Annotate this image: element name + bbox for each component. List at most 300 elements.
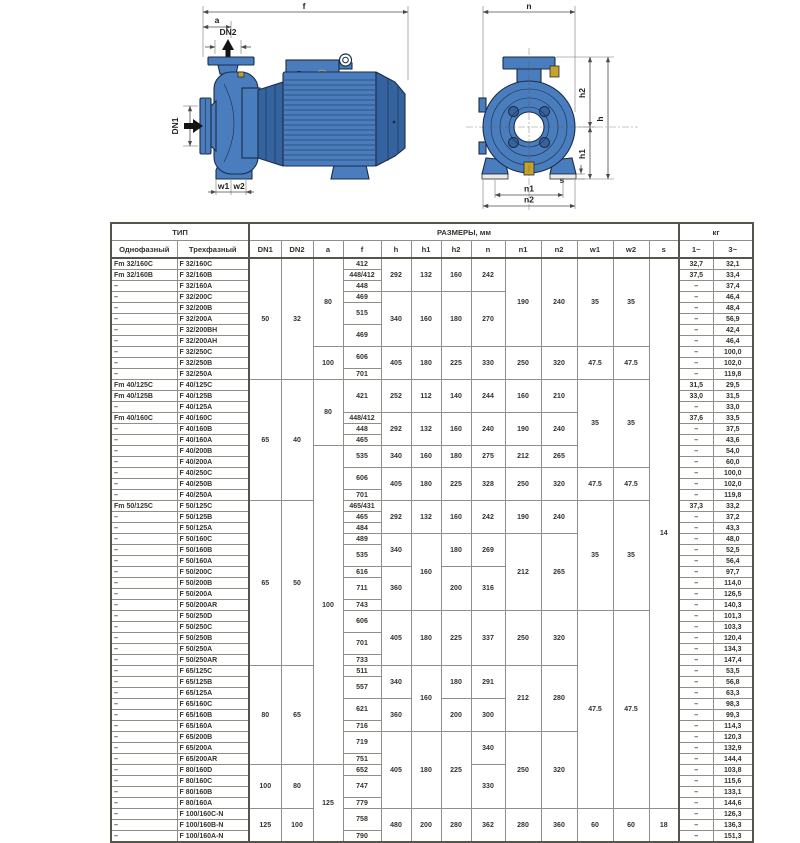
table-row — [111, 809, 753, 820]
table-cell: – — [679, 611, 713, 622]
table-cell: F 100/160A-N — [177, 831, 249, 843]
table-cell: 790 — [343, 831, 381, 843]
table-cell: Fm 40/125C — [111, 380, 177, 391]
table-cell: F 40/125B — [177, 391, 249, 402]
table-cell: – — [679, 303, 713, 314]
table-cell: 53,5 — [713, 666, 753, 677]
table-cell: 280 — [441, 809, 471, 843]
table-cell: 80 — [313, 380, 343, 446]
table-cell: F 80/160B — [177, 787, 249, 798]
table-cell: 316 — [471, 567, 505, 611]
table-cell: – — [111, 622, 177, 633]
table-cell: 225 — [441, 611, 471, 666]
table-cell: 50 — [249, 258, 281, 380]
table-cell: 40 — [281, 380, 313, 501]
table-cell: 133,1 — [713, 787, 753, 798]
table-cell: 136,3 — [713, 820, 753, 831]
table-cell: F 50/250C — [177, 622, 249, 633]
table-cell: – — [111, 446, 177, 457]
table-cell: Fm 32/160C — [111, 258, 177, 270]
table-cell: F 50/200C — [177, 567, 249, 578]
column-header: w2 — [613, 241, 649, 259]
table-cell: 33,5 — [713, 413, 753, 424]
table-cell: F 40/200B — [177, 446, 249, 457]
table-cell: 448/412 — [343, 413, 381, 424]
column-group-header: РАЗМЕРЫ, мм — [249, 223, 679, 241]
table-cell: 132 — [411, 258, 441, 292]
table-cell: 52,5 — [713, 545, 753, 556]
table-cell: 328 — [471, 468, 505, 501]
table-cell: 115,6 — [713, 776, 753, 787]
table-cell: 46,4 — [713, 292, 753, 303]
table-cell: 37,5 — [713, 424, 753, 435]
table-cell: F 50/200B — [177, 578, 249, 589]
table-cell: F 32/250A — [177, 369, 249, 380]
table-cell: 126,3 — [713, 809, 753, 820]
table-cell: F 40/125C — [177, 380, 249, 391]
table-cell: – — [679, 666, 713, 677]
dim-w1-label: w1 — [217, 181, 230, 191]
table-cell: 701 — [343, 633, 381, 655]
table-cell: – — [111, 567, 177, 578]
table-cell: – — [111, 281, 177, 292]
column-group-header: ТИП — [111, 223, 249, 241]
table-cell: 212 — [505, 446, 541, 468]
table-cell: F 32/250C — [177, 347, 249, 358]
table-cell: 180 — [441, 446, 471, 468]
table-cell: 126,5 — [713, 589, 753, 600]
table-cell: F 40/250B — [177, 479, 249, 490]
table-cell: F 65/160C — [177, 699, 249, 710]
table-cell: 103,8 — [713, 765, 753, 776]
table-cell: 242 — [471, 258, 505, 292]
table-cell: 134,3 — [713, 644, 753, 655]
table-cell: 80 — [249, 666, 281, 765]
table-cell: Fm 50/125C — [111, 501, 177, 512]
table-cell: 190 — [505, 501, 541, 534]
table-cell: F 65/200A — [177, 743, 249, 754]
table-cell: F 50/250AR — [177, 655, 249, 666]
table-cell: 270 — [471, 292, 505, 347]
table-cell: 190 — [505, 413, 541, 446]
table-cell: – — [111, 611, 177, 622]
table-cell: – — [679, 314, 713, 325]
table-cell: 292 — [381, 501, 411, 534]
table-cell: 60,0 — [713, 457, 753, 468]
table-cell: F 50/160B — [177, 545, 249, 556]
table-cell: 751 — [343, 754, 381, 765]
table-cell: 35 — [613, 501, 649, 611]
table-cell: 160 — [411, 534, 441, 611]
table-cell: – — [679, 644, 713, 655]
table-cell: – — [679, 743, 713, 754]
table-cell: 362 — [471, 809, 505, 843]
table-cell: 80 — [281, 765, 313, 809]
table-cell: 56,8 — [713, 677, 753, 688]
table-cell: 280 — [541, 666, 577, 732]
table-cell: F 32/200BH — [177, 325, 249, 336]
column-header: Однофазный — [111, 241, 177, 259]
table-cell: – — [679, 655, 713, 666]
table-cell: – — [679, 347, 713, 358]
table-cell: Fm 40/160C — [111, 413, 177, 424]
table-cell: – — [111, 435, 177, 446]
table-cell: 48,4 — [713, 303, 753, 314]
table-cell: 465 — [343, 512, 381, 523]
table-cell: F 65/160B — [177, 710, 249, 721]
table-cell: 101,3 — [713, 611, 753, 622]
table-cell: 240 — [541, 501, 577, 534]
table-cell: 621 — [343, 699, 381, 721]
table-cell: – — [679, 325, 713, 336]
table-cell: – — [679, 424, 713, 435]
dim-dn1 — [170, 106, 203, 146]
table-cell: – — [679, 556, 713, 567]
table-cell: 180 — [411, 347, 441, 380]
table-cell: 32 — [281, 258, 313, 380]
table-cell: F 50/160A — [177, 556, 249, 567]
table-cell: – — [679, 446, 713, 457]
table-cell: F 100/160C-N — [177, 809, 249, 820]
table-cell: – — [679, 776, 713, 787]
table-cell: – — [111, 644, 177, 655]
table-cell: 212 — [505, 534, 541, 611]
table-cell: – — [111, 655, 177, 666]
table-cell: 43,3 — [713, 523, 753, 534]
table-cell: F 40/125A — [177, 402, 249, 413]
table-cell: 616 — [343, 567, 381, 578]
table-cell: – — [111, 402, 177, 413]
table-cell: 240 — [541, 413, 577, 446]
table-cell: F 80/160C — [177, 776, 249, 787]
table-cell: 511 — [343, 666, 381, 677]
table-cell: – — [111, 347, 177, 358]
table-cell: – — [111, 721, 177, 732]
table-cell: 320 — [541, 611, 577, 666]
table-cell: 469 — [343, 325, 381, 347]
table-cell: – — [111, 710, 177, 721]
table-cell: 212 — [505, 666, 541, 732]
table-cell: 421 — [343, 380, 381, 413]
table-cell: 275 — [471, 446, 505, 468]
table-cell: 112 — [411, 380, 441, 413]
table-cell: 340 — [381, 292, 411, 347]
dim-n1-label: n1 — [524, 183, 534, 194]
table-cell: – — [679, 600, 713, 611]
table-cell: 100 — [281, 809, 313, 843]
table-cell: 35 — [613, 258, 649, 347]
table-cell: 98,3 — [713, 699, 753, 710]
table-cell: – — [679, 402, 713, 413]
table-cell: 291 — [471, 666, 505, 699]
table-cell: 33,0 — [713, 402, 753, 413]
table-cell: 160 — [411, 666, 441, 732]
table-cell: 37,4 — [713, 281, 753, 292]
table-cell: 140 — [441, 380, 471, 413]
table-cell: – — [679, 545, 713, 556]
table-cell: F 50/200A — [177, 589, 249, 600]
dim-h1-label: h1 — [577, 149, 587, 159]
table-cell: F 65/160A — [177, 721, 249, 732]
table-cell: 125 — [313, 765, 343, 843]
table-cell: 337 — [471, 611, 505, 666]
table-cell: 120,3 — [713, 732, 753, 743]
table-cell: 132,9 — [713, 743, 753, 754]
table-cell: F 50/250D — [177, 611, 249, 622]
table-cell: 37,5 — [679, 270, 713, 281]
table-cell: 652 — [343, 765, 381, 776]
table-cell: – — [679, 765, 713, 776]
column-header: n1 — [505, 241, 541, 259]
table-cell: – — [679, 633, 713, 644]
table-cell: 244 — [471, 380, 505, 413]
column-header: h1 — [411, 241, 441, 259]
table-cell: 280 — [505, 809, 541, 843]
table-cell: 35 — [577, 258, 613, 347]
column-header: s — [649, 241, 679, 259]
column-header: 3~ — [713, 241, 753, 259]
dim-s-label: s — [559, 175, 565, 185]
table-cell: F 32/160C — [177, 258, 249, 270]
table-cell: 535 — [343, 446, 381, 468]
table-cell: 29,5 — [713, 380, 753, 391]
table-cell: 46,4 — [713, 336, 753, 347]
table-cell: – — [679, 798, 713, 809]
table-cell: 405 — [381, 347, 411, 380]
table-cell: 242 — [471, 501, 505, 534]
table-cell: 210 — [541, 380, 577, 413]
table-cell: Fm 32/160B — [111, 270, 177, 281]
table-cell: – — [679, 369, 713, 380]
table-cell: – — [679, 688, 713, 699]
table-cell: 47.5 — [577, 468, 613, 501]
table-cell: 125 — [249, 809, 281, 843]
table-cell: 99,3 — [713, 710, 753, 721]
table-cell: Fm 40/125B — [111, 391, 177, 402]
table-cell: – — [679, 281, 713, 292]
table-cell: – — [111, 699, 177, 710]
table-cell: 33,2 — [713, 501, 753, 512]
column-header: h — [381, 241, 411, 259]
table-row — [111, 258, 753, 270]
table-cell: 448/412 — [343, 270, 381, 281]
table-cell: 469 — [343, 292, 381, 303]
table-cell: – — [111, 358, 177, 369]
table-cell: 180 — [411, 732, 441, 809]
table-cell: 719 — [343, 732, 381, 754]
table-cell: F 65/200AR — [177, 754, 249, 765]
dim-a-label: a — [214, 15, 220, 25]
table-cell: 33,0 — [679, 391, 713, 402]
table-cell: 405 — [381, 732, 411, 809]
table-cell: 701 — [343, 369, 381, 380]
table-cell: 412 — [343, 258, 381, 270]
dim-dn2-label: DN2 — [219, 27, 237, 37]
table-cell: 606 — [343, 611, 381, 633]
table-cell: F 32/200A — [177, 314, 249, 325]
table-cell: 489 — [343, 534, 381, 545]
table-cell: 180 — [441, 666, 471, 699]
table-cell: 32,1 — [713, 258, 753, 270]
table-cell: 80 — [313, 258, 343, 347]
table-cell: – — [679, 578, 713, 589]
table-cell: 114,0 — [713, 578, 753, 589]
table-cell: 100 — [313, 446, 343, 765]
table-cell: 56,4 — [713, 556, 753, 567]
table-cell: 320 — [541, 732, 577, 809]
table-cell: F 32/250B — [177, 358, 249, 369]
table-cell: F 50/250A — [177, 644, 249, 655]
table-cell: 160 — [441, 258, 471, 292]
table-cell: F 50/200AR — [177, 600, 249, 611]
table-cell: 340 — [471, 732, 505, 765]
table-cell: – — [111, 677, 177, 688]
pump-front-body — [466, 48, 638, 210]
column-header: n — [471, 241, 505, 259]
pump-front-view-drawing — [438, 2, 718, 215]
table-cell: 65 — [281, 666, 313, 765]
table-cell: – — [111, 545, 177, 556]
table-cell: 240 — [541, 258, 577, 347]
table-cell: 448 — [343, 281, 381, 292]
table-cell: 405 — [381, 611, 411, 666]
table-cell: 42,4 — [713, 325, 753, 336]
table-cell: 32,7 — [679, 258, 713, 270]
table-cell: F 50/160C — [177, 534, 249, 545]
table-cell: 225 — [441, 468, 471, 501]
table-cell: 448 — [343, 424, 381, 435]
table-cell: 716 — [343, 721, 381, 732]
table-cell: – — [111, 809, 177, 820]
column-header: a — [313, 241, 343, 259]
table-cell: – — [679, 820, 713, 831]
table-cell: – — [111, 468, 177, 479]
table-cell: 465 — [343, 435, 381, 446]
table-cell: – — [679, 479, 713, 490]
table-cell: 160 — [441, 413, 471, 446]
table-cell: – — [111, 754, 177, 765]
table-cell: 31,5 — [679, 380, 713, 391]
table-cell: 144,6 — [713, 798, 753, 809]
table-cell: 225 — [441, 347, 471, 380]
column-header: 1~ — [679, 241, 713, 259]
flow-out-arrow-icon — [222, 39, 234, 58]
table-cell: 606 — [343, 347, 381, 369]
table-cell: 360 — [541, 809, 577, 843]
table-cell: – — [679, 336, 713, 347]
table-cell: 35 — [577, 501, 613, 611]
column-header: DN1 — [249, 241, 281, 259]
table-cell: F 50/125A — [177, 523, 249, 534]
table-cell: – — [111, 776, 177, 787]
table-cell: 180 — [441, 534, 471, 567]
table-cell: 606 — [343, 468, 381, 490]
table-cell: – — [111, 303, 177, 314]
table-cell: 100,0 — [713, 347, 753, 358]
table-cell: F 40/160B — [177, 424, 249, 435]
table-cell: F 65/200B — [177, 732, 249, 743]
table-cell: – — [111, 743, 177, 754]
dim-h2-label: h2 — [577, 88, 587, 98]
table-cell: – — [679, 589, 713, 600]
table-cell: 60 — [577, 809, 613, 843]
table-cell: 269 — [471, 534, 505, 567]
table-cell: F 40/250C — [177, 468, 249, 479]
table-cell: 265 — [541, 446, 577, 468]
pump-assembly — [200, 54, 405, 179]
column-header: w1 — [577, 241, 613, 259]
table-cell: 250 — [505, 611, 541, 666]
table-cell: 480 — [381, 809, 411, 843]
table-cell: 100,0 — [713, 468, 753, 479]
table-cell: – — [679, 435, 713, 446]
table-cell: 360 — [381, 567, 411, 611]
table-cell: 147,4 — [713, 655, 753, 666]
table-cell: – — [111, 490, 177, 501]
table-cell: – — [679, 358, 713, 369]
column-header: f — [343, 241, 381, 259]
table-cell: 405 — [381, 468, 411, 501]
dim-f-label: f — [302, 1, 306, 11]
table-cell: 160 — [441, 501, 471, 534]
table-cell: F 40/160C — [177, 413, 249, 424]
table-cell: 200 — [411, 809, 441, 843]
table-cell: 250 — [505, 468, 541, 501]
table-cell: – — [679, 523, 713, 534]
table-cell: 119,8 — [713, 369, 753, 380]
table-cell: – — [111, 292, 177, 303]
table-cell: F 32/160A — [177, 281, 249, 292]
table-cell: 190 — [505, 258, 541, 347]
table-cell: 557 — [343, 677, 381, 699]
table-cell: 140,3 — [713, 600, 753, 611]
table-cell: – — [679, 831, 713, 843]
table-cell: F 65/125B — [177, 677, 249, 688]
table-cell: 48,0 — [713, 534, 753, 545]
table-cell: – — [111, 732, 177, 743]
table-cell: 252 — [381, 380, 411, 413]
table-cell: 340 — [381, 666, 411, 699]
table-cell: 200 — [441, 567, 471, 611]
table-cell: 114,3 — [713, 721, 753, 732]
table-cell: – — [111, 512, 177, 523]
pump-side-view-drawing — [138, 2, 438, 215]
table-cell: 97,7 — [713, 567, 753, 578]
table-cell: 119,8 — [713, 490, 753, 501]
table-cell: 758 — [343, 809, 381, 831]
table-cell: F 32/160B — [177, 270, 249, 281]
table-cell: – — [111, 424, 177, 435]
table-cell: 35 — [577, 380, 613, 468]
table-cell: – — [679, 787, 713, 798]
dim-n2-label: n2 — [524, 194, 534, 205]
table-cell: 100 — [249, 765, 281, 809]
column-group-header: кг — [679, 223, 753, 241]
table-cell: 35 — [613, 380, 649, 468]
table-cell: 160 — [505, 380, 541, 413]
table-cell: 102,0 — [713, 479, 753, 490]
table-cell: F 50/250B — [177, 633, 249, 644]
table-cell: – — [679, 732, 713, 743]
dim-n-label: n — [526, 1, 532, 11]
table-cell: 50 — [281, 501, 313, 666]
table-cell: 711 — [343, 578, 381, 600]
table-cell: 320 — [541, 347, 577, 380]
table-cell: 65 — [249, 380, 281, 501]
dim-dn1-label: DN1 — [170, 117, 180, 135]
table-cell: – — [111, 589, 177, 600]
dim-w1-w2 — [208, 180, 254, 195]
